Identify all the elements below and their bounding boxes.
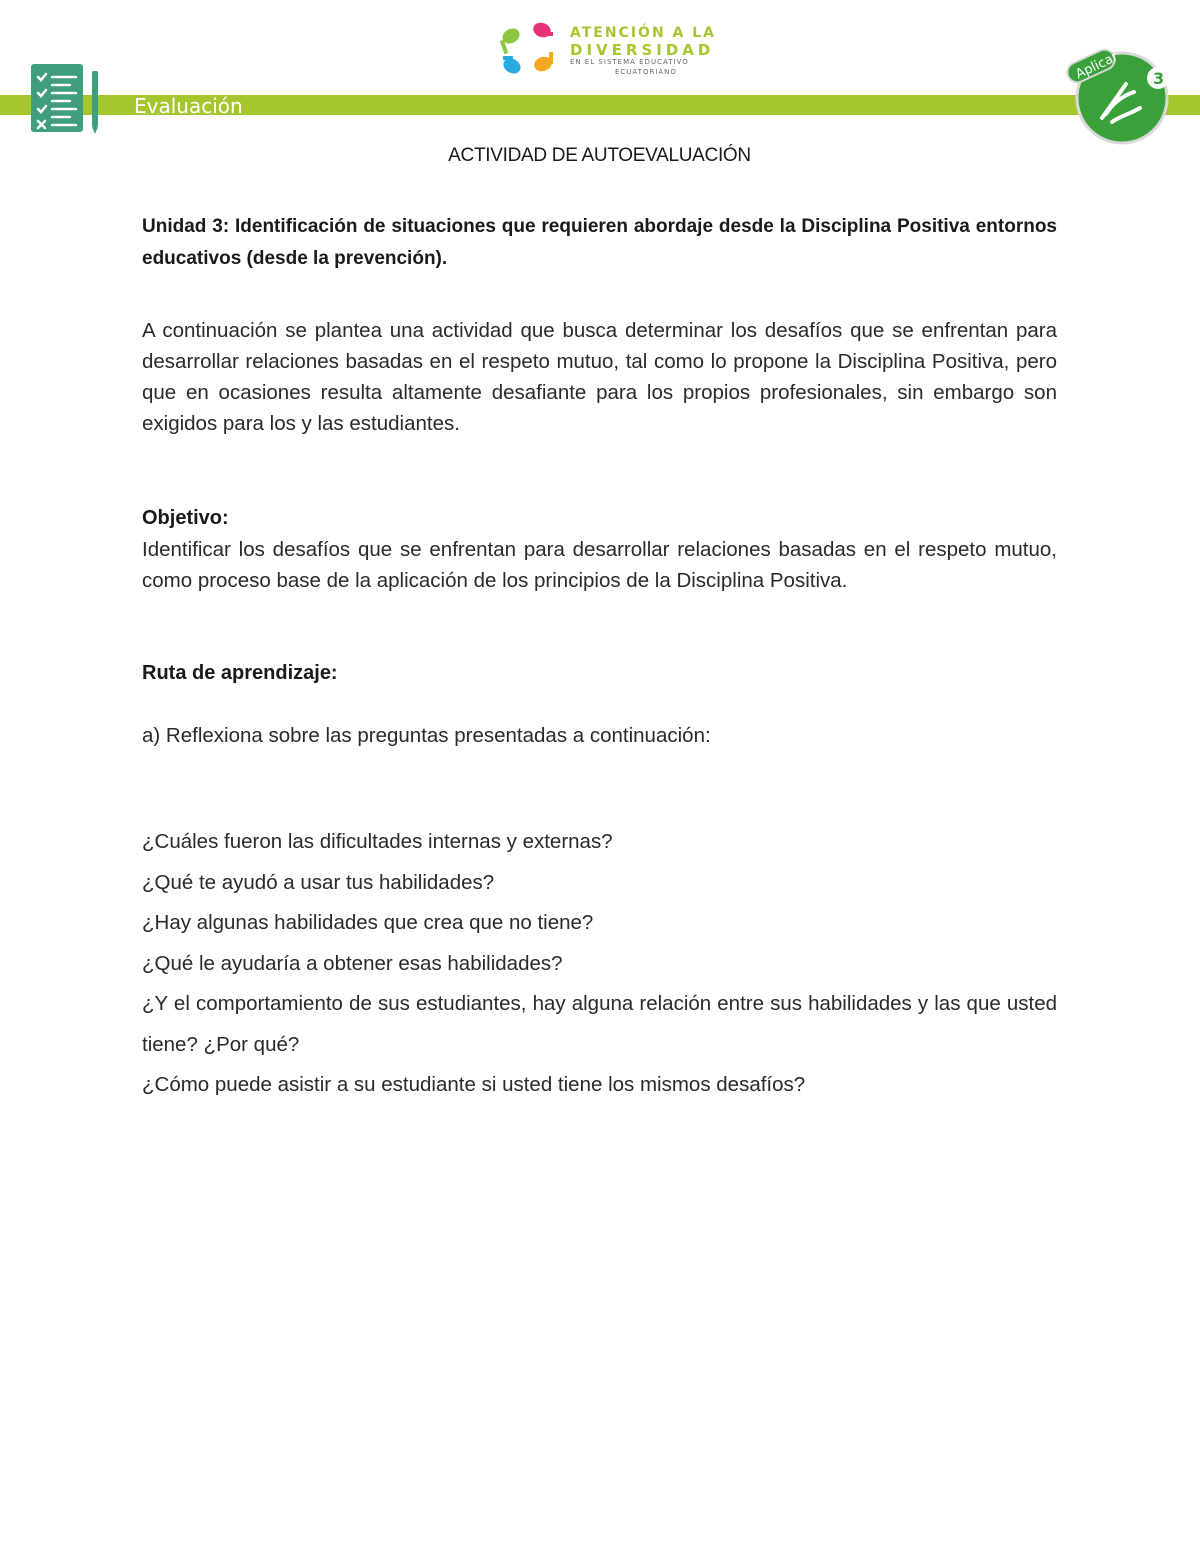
logo-line-3: EN EL SISTEMA EDUCATIVO	[570, 58, 689, 66]
logo-line-1: ATENCIÓN A LA	[570, 25, 717, 41]
question-item: ¿Cuáles fueron las dificultades internas y externas?	[142, 830, 613, 853]
route-label: Ruta de aprendizaje:	[142, 662, 338, 684]
aplicar-badge-icon	[1062, 42, 1178, 150]
question-item: ¿Cómo puede asistir a su estudiante si usted tiene los mismos desafíos?	[142, 1073, 806, 1096]
question-item: ¿Qué le ayudaría a obtener esas habilidades?	[142, 951, 563, 975]
document-body	[142, 140, 1057, 1106]
page-header	[0, 0, 1200, 150]
objective-paragraph: Identificar los desafíos que se enfrentan para desarrollar relaciones basadas en el respeto mutuo, como proceso base de la aplicación de los principios de la Disciplina Positiva.	[142, 538, 1057, 592]
document-title: ACTIVIDAD DE AUTOEVALUACIÓN	[448, 145, 751, 166]
badge-word: Aplicar	[1073, 49, 1121, 83]
question-item: ¿Hay algunas habilidades que crea que no tiene?	[142, 911, 594, 934]
step-a: a) Reflexiona sobre las preguntas presentadas a continuación:	[142, 724, 711, 747]
question-item: ¿Qué te ayudó a usar tus habilidades?	[142, 870, 495, 894]
section-label: Evaluación	[134, 94, 243, 118]
logo-line-4: ECUATORIANO	[615, 68, 677, 76]
objective-label: Objetivo:	[142, 507, 229, 529]
badge-number: 3	[1153, 69, 1165, 88]
unit-title: Unidad 3: Identificación de situaciones que requieren abordaje desde la Disciplina Positiva entornos educativos (desde la prevención).	[142, 216, 1057, 269]
question-item: ¿Y el comportamiento de sus estudiantes, hay alguna relación entre sus habilidades y las que usted tiene? ¿Por qué?	[142, 992, 1057, 1056]
checklist-icon	[30, 63, 102, 135]
intro-paragraph: A continuación se plantea una actividad que busca determinar los desafíos que se enfrentan para desarrollar relaciones basadas en el respeto mutuo, tal como lo propone la Disciplina Positiva, pero que en ocasiones resulta altamente desafiante para los propios profesionales, sin embargo son exigidos para los y las estudiantes.	[142, 319, 1057, 435]
logo-line-2: DIVERSIDAD	[570, 41, 715, 59]
question-list	[142, 822, 1057, 1106]
